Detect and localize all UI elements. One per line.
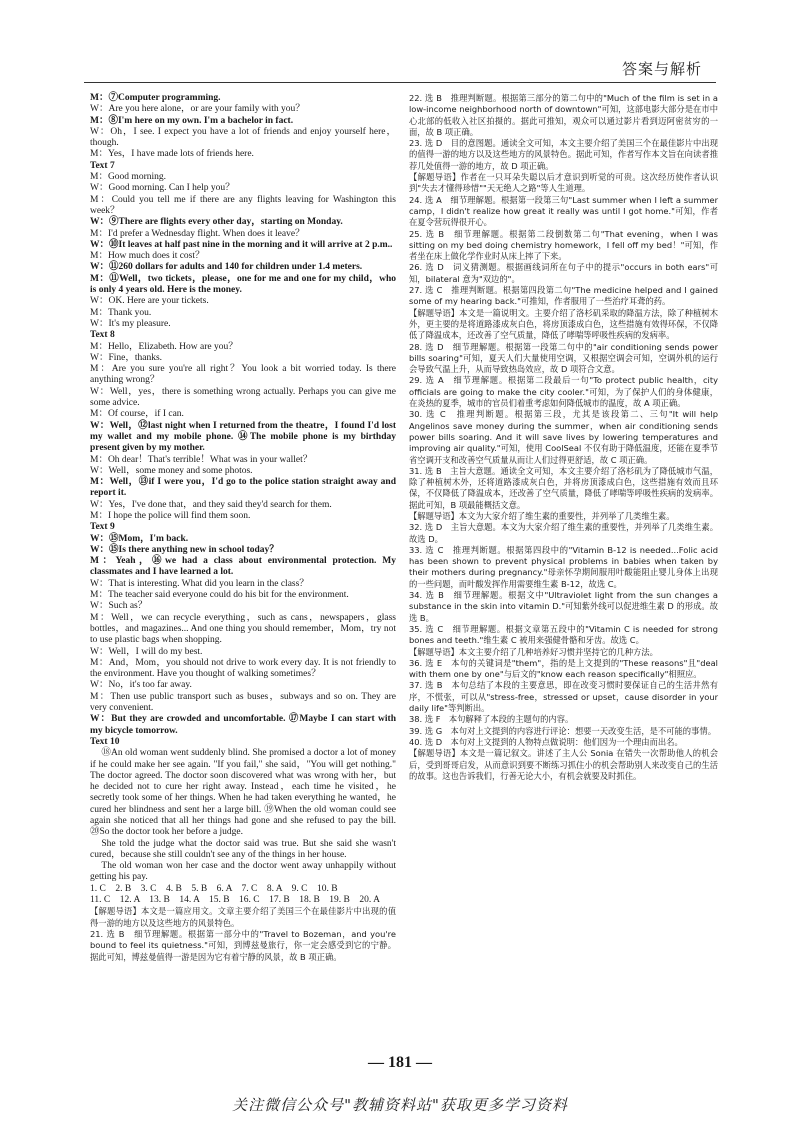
right-column-paragraph: 40. 选 D 本句对上文提到的人物特点做说明：他们因为一个理由而出名。 xyxy=(409,736,683,747)
right-column-paragraph: 34. 选 B 细节理解题。根据文中"Ultraviolet light from the sun changes a substance in the skin into vitamin D."可知紫外线可以促进维生素 D 的形成。故选 B。 xyxy=(409,590,718,623)
left-column-paragraph: W：Yes，I've done that，and they said they'd search for them. xyxy=(90,499,332,510)
right-column-paragraph: 【解题导语】本文主要介绍了几种培养好习惯并坚持它的几种方法。 xyxy=(409,646,658,657)
left-column-paragraph: W：Are you here alone，or are your family with you？ xyxy=(90,104,305,115)
left-column-paragraph: ⑱An old woman went suddenly blind. She promised a doctor a lot of money if he could make her see again. "If you fail," she said，"You will get nothing." The doctor agreed. The doctor soon discovered what was wrong with her，but he decided not to cure her right away. Instead，each time he visited，he secretly took some of her things. When he had taken everything he wanted，he cured her blindness and sent her a large bill. ⑲When the old woman could see again she noticed that all her things had gone and she refused to pay the bill. ⑳So the doctor took her before a judge. xyxy=(90,748,396,838)
left-column-paragraph: 21. 选 B 细节理解题。根据第一部分中的"Travel to Bozeman，and you're bound to feel its quietness."可知，到博兹曼旅行，你一定会感受到它的宁静。据此可知，博兹曼值得一游是因为它有着宁静的风景，故 B 项正确。 xyxy=(90,928,396,962)
left-column-paragraph: W：⑨There are flights every other day，starting on Monday. xyxy=(90,217,343,228)
left-column-paragraph: W：But they are crowded and uncomfortable. ⑰Maybe I can start with my bicycle tomorrow. xyxy=(90,714,396,736)
left-column-paragraph: 1. C 2. B 3. C 4. B 5. B 6. A 7. C 8. A 9. C 10. B xyxy=(90,883,338,894)
left-column-paragraph: M：The teacher said everyone could do his bit for the environment. xyxy=(90,590,349,601)
page-number: — 181 — xyxy=(368,1054,432,1071)
footer-note: 关注微信公众号"教辅资料站"获取更多学习资料 xyxy=(232,1096,568,1114)
left-column-paragraph: W：Such as？ xyxy=(90,601,148,612)
right-column-paragraph: 33. 选 C 推理判断题。根据第四段中的"Vitamin B-12 is needed...Folic acid has been shown to prevent physical problems in babies when taken by their mothers during pregnancy."母亲怀孕期间服用叶酸能阻止婴儿身体上出现的一些问题，而叶酸发挥作用需要维生素 B-12，故选 C。 xyxy=(409,544,718,589)
left-column-paragraph: M：Well，⑬if I were you，I'd go to the police station straight away and report it. xyxy=(90,477,396,499)
left-column-paragraph: W：No，it's too far away. xyxy=(90,680,192,691)
right-column xyxy=(409,93,718,782)
left-column-paragraph: W：Fine，thanks. xyxy=(90,352,163,363)
right-column-paragraph: 【解题导语】本文为大家介绍了维生素的重要性，并列举了几类维生素。 xyxy=(409,510,675,521)
left-column-paragraph: M：Well，we can recycle everything，such as cans，newspapers，glass bottles，and magazines... And one thing you should remember，Mom，try not to use plastic bags when shopping. xyxy=(90,612,396,646)
left-column-paragraph: M：How much does it cost？ xyxy=(90,251,205,262)
right-column-paragraph: 36. 选 E 本句的关键词是"them"，指的是上文提到的"These reasons"且"deal with them one by one"与后文的"know each reason specifically"相照应。 xyxy=(409,657,718,680)
right-column-paragraph: 28. 选 D 细节理解题。根据第一段第二句中的"air conditioning sends power bills soaring"可知，夏天人们大量使用空调，又根据空调会可知，空调外机的运行会导致气温上升，从而导致热岛效应，故 D 项符合文意。 xyxy=(409,341,718,375)
left-column-paragraph: M：⑪Well，two tickets，please，one for me and one for my child，who is only 4 years old. Here is the money. xyxy=(90,273,396,296)
right-column-paragraph: 31. 选 B 主旨大意题。通读全文可知，本文主要介绍了洛杉矶为了降低城市气温，除了种植树木外，还将道路漆成灰白色，并将房顶漆成白色，这些措施有效而且环保，不仅降低了降温成本，还改善了空气质量，降低了哮喘等呼吸性疾病的发病率。据此可知，B 项最能概括文意。 xyxy=(409,465,718,510)
right-column-paragraph: 【解题导语】本文是一篇记叙文。讲述了主人公 Sonia 在错失一次帮助他人的机会后，受到哥哥启发，从而意识到要不断练习抓住小的机会帮助别人来改变自己的生活的故事。这也告诉我们，行善无论大小，有机会就要及时抓住。 xyxy=(409,748,718,781)
left-column-paragraph: 11. C 12. A 13. B 14. A 15. B 16. C 17. B 18. B 19. B 20. A xyxy=(90,895,380,906)
left-column-paragraph: M：I hope the police will find them soon. xyxy=(90,510,251,521)
right-column-paragraph: 39. 选 G 本句对上文提到的内容进行评论：想要一天改变生活，是不可能的事情。 xyxy=(409,725,716,736)
left-column-paragraph: W：⑩It leaves at half past nine in the morning and it will arrive at 2 p.m.. xyxy=(90,239,393,250)
left-column-paragraph: W：It's my pleasure. xyxy=(90,318,171,329)
right-column-paragraph: 37. 选 B 本句总结了本段的主要意思，即在改变习惯时要保证自己的生活井然有序，不慌张，可以从"stress-free，stressed or upset，cause disorder in your daily life"等判断出。 xyxy=(409,680,718,714)
left-column-paragraph: M：⑧I'm here on my own. I'm a bachelor in fact. xyxy=(90,115,294,126)
left-column-paragraph: M：Oh dear！That's terrible！What was in your wallet？ xyxy=(90,454,313,465)
left-column-paragraph: Text 9 xyxy=(90,522,115,533)
right-column-paragraph: 【解题导语】作者在一只耳朵失聪以后才意识到听觉的可贵。这次经历使作者认识到"失去才懂得珍惜""天无绝人之路"等人生道理。 xyxy=(409,172,718,194)
left-column-paragraph: Text 10 xyxy=(90,736,120,747)
left-column-paragraph: M：I'd prefer a Wednesday flight. When does it leave？ xyxy=(90,228,305,239)
left-column-paragraph: W：OK. Here are your tickets. xyxy=(90,296,209,307)
left-column-paragraph: W：Well，⑫last night when I returned from the theatre，I found I'd lost my wallet and my mobile phone. ⑭The mobile phone is my birthday present given by my mother. xyxy=(90,420,396,454)
left-column-paragraph: M：Good morning. xyxy=(90,172,167,183)
right-column-paragraph: 29. 选 A 细节理解题。根据第二段最后一句"To protect public health，city officials are going to make the city cooler."可知，为了保护人们的身体健康，在炎热的夏季，城市的官员们着重考虑如何降低城市的温度，故 A 项正确。 xyxy=(409,375,718,409)
left-column-paragraph: W：Well，yes，there is something wrong actually. Perhaps you can give me some advice. xyxy=(90,386,396,409)
left-column-paragraph: 【解题导语】本文是一篇应用文。文章主要介绍了美国三个在最佳影片中出现的值得一游的地方以及这些地方的风景特色。 xyxy=(90,906,396,928)
left-column-paragraph: M：Yes，I have made lots of friends here. xyxy=(90,149,254,160)
left-column-paragraph: W：Good morning. Can I help you？ xyxy=(90,183,235,194)
left-column-paragraph: The old woman won her case and the doctor went away unhappily without getting his pay. xyxy=(90,861,396,883)
left-column-paragraph: M：Are you sure you're all right？You look a bit worried today. Is there anything wrong？ xyxy=(90,364,396,386)
right-column-paragraph: 38. 选 F 本句解释了本段的主题句的内容。 xyxy=(409,714,574,725)
right-column-paragraph: 24. 选 A 细节理解题。根据第一段第三句"Last summer when I left a summer camp，I didn't realize how great it really was until I got home."可知，作者在夏令营玩得很开心。 xyxy=(409,194,718,228)
left-column xyxy=(90,93,396,963)
right-column-paragraph: 30. 选 C 推理判断题。根据第三段，尤其是该段第二、三句"It will help Angelinos save money during the summer，when air conditioning sends power bills soaring. And it will save lives by lowering temperatures and improving air quality."可知，使用 CoolSeal 不仅有助于降低温度，还能在夏季节省空调开支和改善空气质量从而让人们过得更舒适，故 C 项正确。 xyxy=(409,409,718,465)
right-column-paragraph: 32. 选 D 主旨大意题。本文为大家介绍了维生素的重要性，并列举了几类维生素。故选 D。 xyxy=(409,522,718,544)
right-column-paragraph: 26. 选 D 词义猜测题。根据画线词所在句子中的提示"occurs in both ears"可知，bilateral 意为"双边的"。 xyxy=(409,262,718,284)
header-rule xyxy=(84,82,716,83)
left-column-paragraph: W：Well，some money and some photos. xyxy=(90,465,253,476)
left-column-paragraph: M：Could you tell me if there are any flights leaving for Washington this week？ xyxy=(90,194,396,216)
left-column-paragraph: M：Of course，if I can. xyxy=(90,409,184,420)
left-column-paragraph: W：That is interesting. What did you learn in the class？ xyxy=(90,578,309,589)
left-column-paragraph: She told the judge what the doctor said was true. But she said she wasn't cured，because she still couldn't see any of the things in her house. xyxy=(90,838,396,860)
left-column-paragraph: Text 7 xyxy=(90,160,115,171)
left-column-paragraph: M：Then use public transport such as buses，subways and so on. They are very convenient. xyxy=(90,691,396,714)
left-column-paragraph: W：⑮Is there anything new in school today？ xyxy=(90,544,279,555)
left-column-paragraph: M：And，Mom，you should not drive to work every day. It is not friendly to the environment. Have you thought of walking sometimes？ xyxy=(90,657,396,680)
header-title: 答案与解析 xyxy=(622,60,703,78)
left-column-paragraph: M：⑦Computer programming. xyxy=(90,93,221,103)
right-column-paragraph: 23. 选 D 目的意图题。通读全文可知，本文主要介绍了美国三个在最佳影片中出现的值得一游的地方以及这些地方的风景特色。据此可知，作者写作本文旨在向读者推荐几处值得一游的地方，故 D 项正确。 xyxy=(409,138,718,171)
left-column-paragraph: M：Thank you. xyxy=(90,307,152,318)
right-column-paragraph: 35. 选 C 细节理解题。根据文章第五段中的"Vitamin C is needed for strong bones and teeth."维生素 C 被用来强健骨骼和牙齿。故选 C。 xyxy=(409,623,718,646)
right-column-paragraph: 25. 选 B 细节理解题。根据第二段倒数第二句"That evening，when I was sitting on my bed doing chemistry homework，I fell off my bed！"可知，作者坐在床上做化学作业时从床上摔了下来。 xyxy=(409,228,718,262)
left-column-paragraph: W：⑮Mom，I'm back. xyxy=(90,533,189,544)
right-column-paragraph: 【解题导语】本文是一篇说明文。主要介绍了洛杉矶采取的降温方法，除了种植树木外，更主要的是将道路漆成灰白色，将房顶漆成白色，这些措施有效得环保，不仅降低了降温成本，还改善了空气质量，降低了哮喘等呼吸性疾病的发病率。 xyxy=(409,307,718,341)
right-column-paragraph: 22. 选 B 推理判断题。根据第三部分的第二句中的"Much of the film is set in a low-income neighborhood north of downtown"可知，这部电影大部分是在市中心北部的低收入社区拍摄的。据此可推知，观众可以通过影片看到迈阿密贫穷的一面，故 B 项正确。 xyxy=(409,93,718,137)
left-column-paragraph: Text 8 xyxy=(90,330,115,341)
left-column-paragraph: W：Oh，I see. I expect you have a lot of friends and enjoy yourself here，though. xyxy=(90,126,396,149)
left-column-paragraph: M：Yeah，⑯we had a class about environmental protection. My classmates and I have learned a lot. xyxy=(90,556,396,578)
left-column-paragraph: M：Hello，Elizabeth. How are you？ xyxy=(90,341,238,352)
right-column-paragraph: 27. 选 C 推理判断题。根据第四段第二句"The medicine helped and I gained some of my hearing back."可推知，作者服用了一些治疗耳聋的药。 xyxy=(409,285,718,307)
left-column-paragraph: W：⑪260 dollars for adults and 140 for children under 1.4 meters. xyxy=(90,262,363,273)
left-column-paragraph: W：Well，I will do my best. xyxy=(90,646,203,657)
